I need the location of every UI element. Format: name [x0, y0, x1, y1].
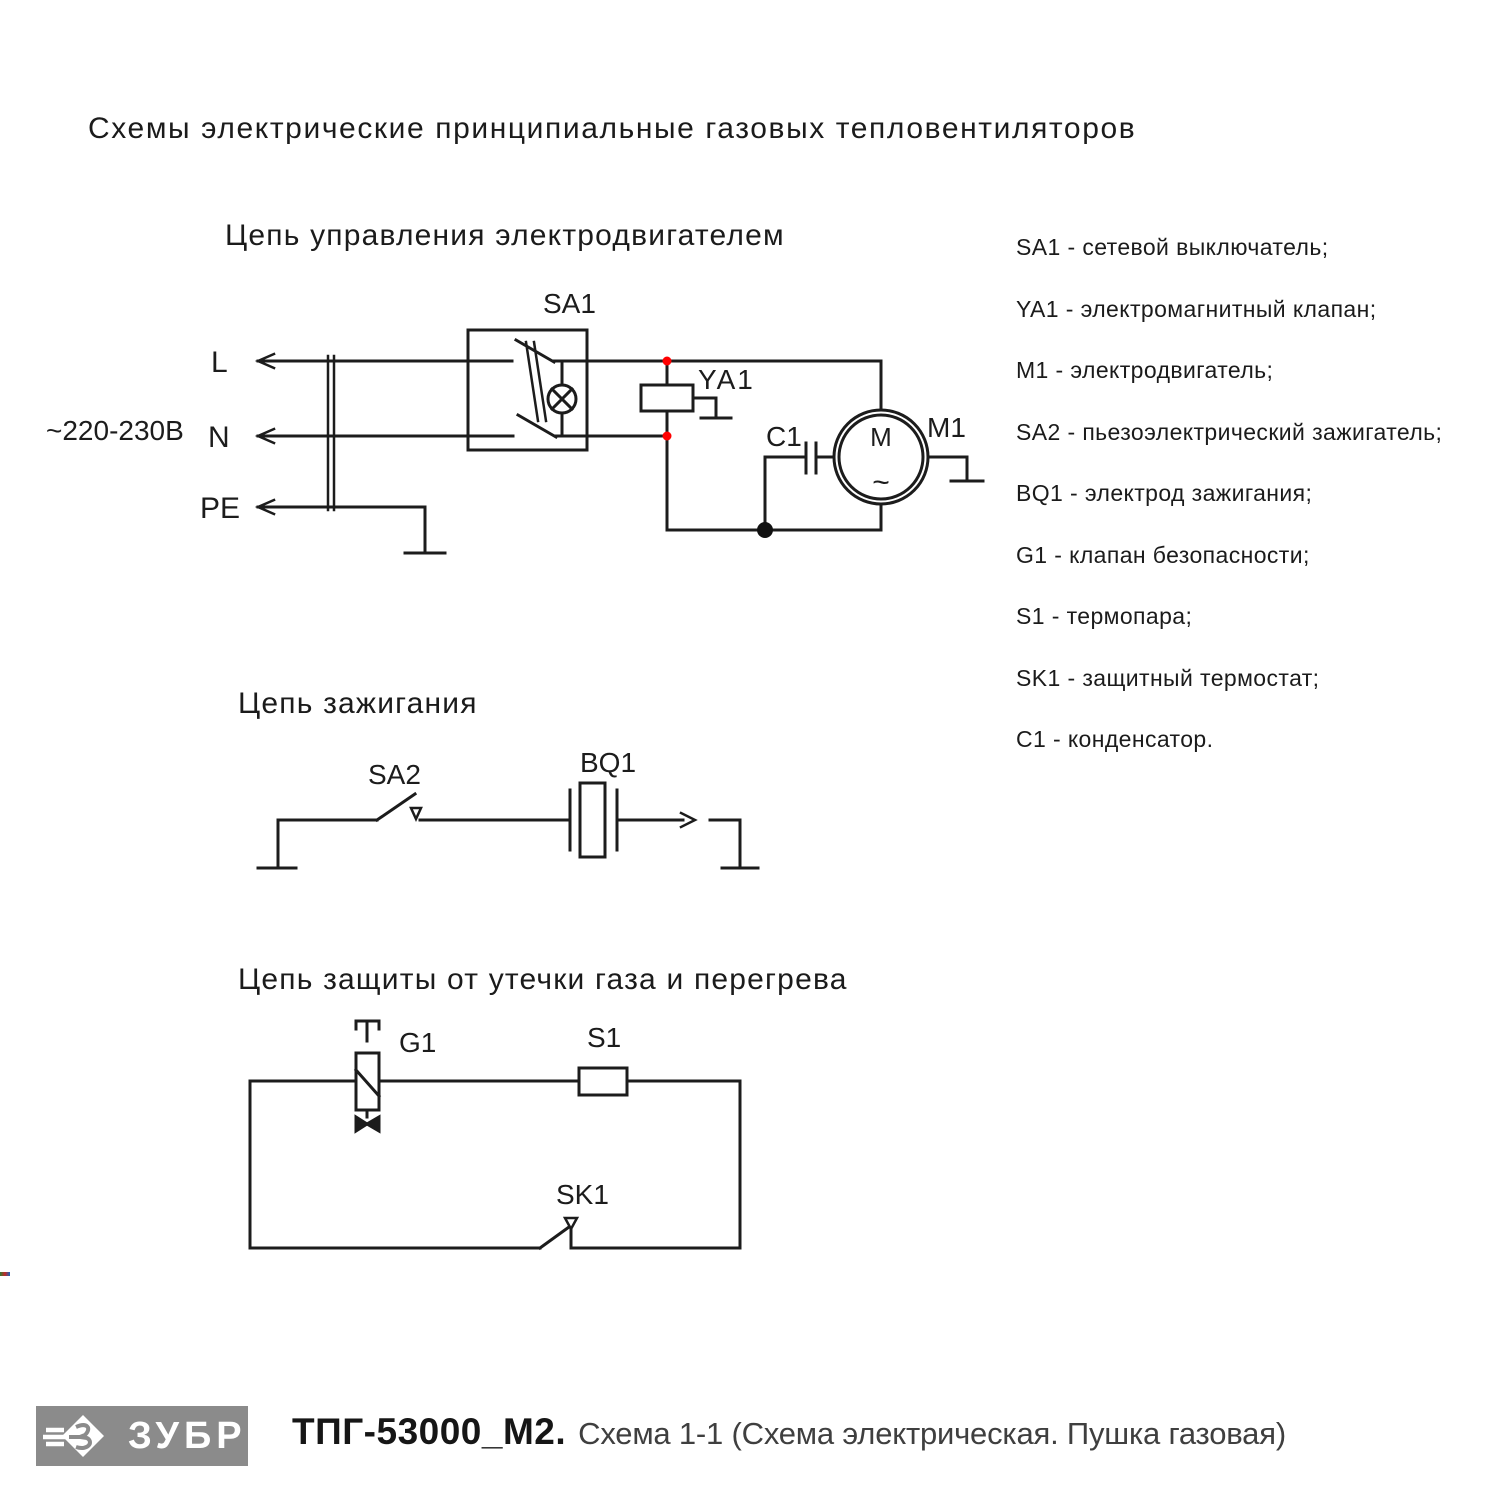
sa1-switch	[468, 330, 587, 450]
legend-item-g1: G1 - клапан безопасности;	[1016, 541, 1310, 568]
motor-letter: M	[870, 422, 892, 452]
junction-dot-red-top	[663, 357, 672, 366]
page-title: Схемы электрические принципиальные газовых тепловентиляторов	[88, 112, 1137, 145]
label-line-l: L	[211, 346, 228, 379]
legend-item-sa1: SA1 - сетевой выключатель;	[1016, 234, 1329, 260]
ya1-valve-coil	[641, 361, 881, 530]
label-line-n: N	[208, 421, 230, 454]
circuit-motor-control	[46, 288, 983, 553]
label-c1: C1	[766, 421, 802, 452]
circuit-ignition	[258, 747, 758, 868]
legend-item-c1: C1 - конденсатор.	[1016, 726, 1214, 752]
zubr-arrow-icon	[36, 1406, 126, 1466]
legend-item-sk1: SK1 - защитный термостат;	[1016, 664, 1320, 691]
model-number: ТПГ-53000_М2.	[292, 1411, 567, 1452]
label-sk1: SK1	[556, 1179, 609, 1210]
label-sa1: SA1	[543, 288, 596, 319]
legend-item-s1: S1 - термопара;	[1016, 603, 1193, 629]
label-ya1: YA1	[698, 364, 755, 395]
section-title-protection: Цепь защиты от утечки газа и перегрева	[238, 963, 848, 996]
junction-dot-red-bottom	[663, 432, 672, 441]
brand-logo	[36, 1406, 248, 1466]
junction-dot-black	[757, 522, 773, 538]
label-bq1: BQ1	[580, 747, 637, 778]
label-s1: S1	[587, 1022, 622, 1053]
scheme-caption: Схема 1-1 (Схема электрическая. Пушка газовая)	[578, 1416, 1286, 1451]
legend-item-bq1: BQ1 - электрод зажигания;	[1016, 480, 1313, 506]
wire-l	[258, 340, 881, 410]
section-title-motor-control: Цепь управления электродвигателем	[225, 219, 785, 252]
lamp-icon	[548, 361, 576, 436]
earth-icon-left	[258, 820, 296, 868]
footer-caption-row	[292, 1411, 1286, 1453]
circuit-protection	[250, 1021, 740, 1248]
supply-arrow-icons	[258, 354, 274, 514]
legend-item-sa2: SA2 - пьезоэлектрический зажигатель;	[1016, 418, 1443, 445]
g1-safety-valve	[356, 1021, 379, 1131]
label-g1: G1	[399, 1027, 437, 1058]
label-sa2: SA2	[368, 759, 421, 790]
section-title-ignition: Цепь зажигания	[238, 687, 478, 720]
label-voltage: ~220-230В	[46, 415, 184, 446]
wire-pe	[258, 507, 425, 551]
edge-artifact	[0, 1272, 10, 1276]
c1-capacitor	[765, 443, 834, 530]
label-line-pe: PE	[200, 492, 241, 525]
sa2-switch	[377, 794, 421, 820]
s1-thermocouple	[579, 1068, 627, 1095]
motor-ac-sign: ~	[872, 466, 890, 499]
wire-n	[258, 415, 667, 437]
bq1-piezo-element	[570, 783, 617, 857]
legend-item-ya1: YA1 - электромагнитный клапан;	[1016, 295, 1377, 322]
sk1-thermostat-switch	[540, 1218, 577, 1248]
label-m1: M1	[927, 412, 966, 443]
brand-name: ЗУБР	[128, 1414, 247, 1457]
legend-item-m1: M1 - электродвигатель;	[1016, 357, 1274, 383]
connector-bars-icon	[328, 356, 334, 510]
